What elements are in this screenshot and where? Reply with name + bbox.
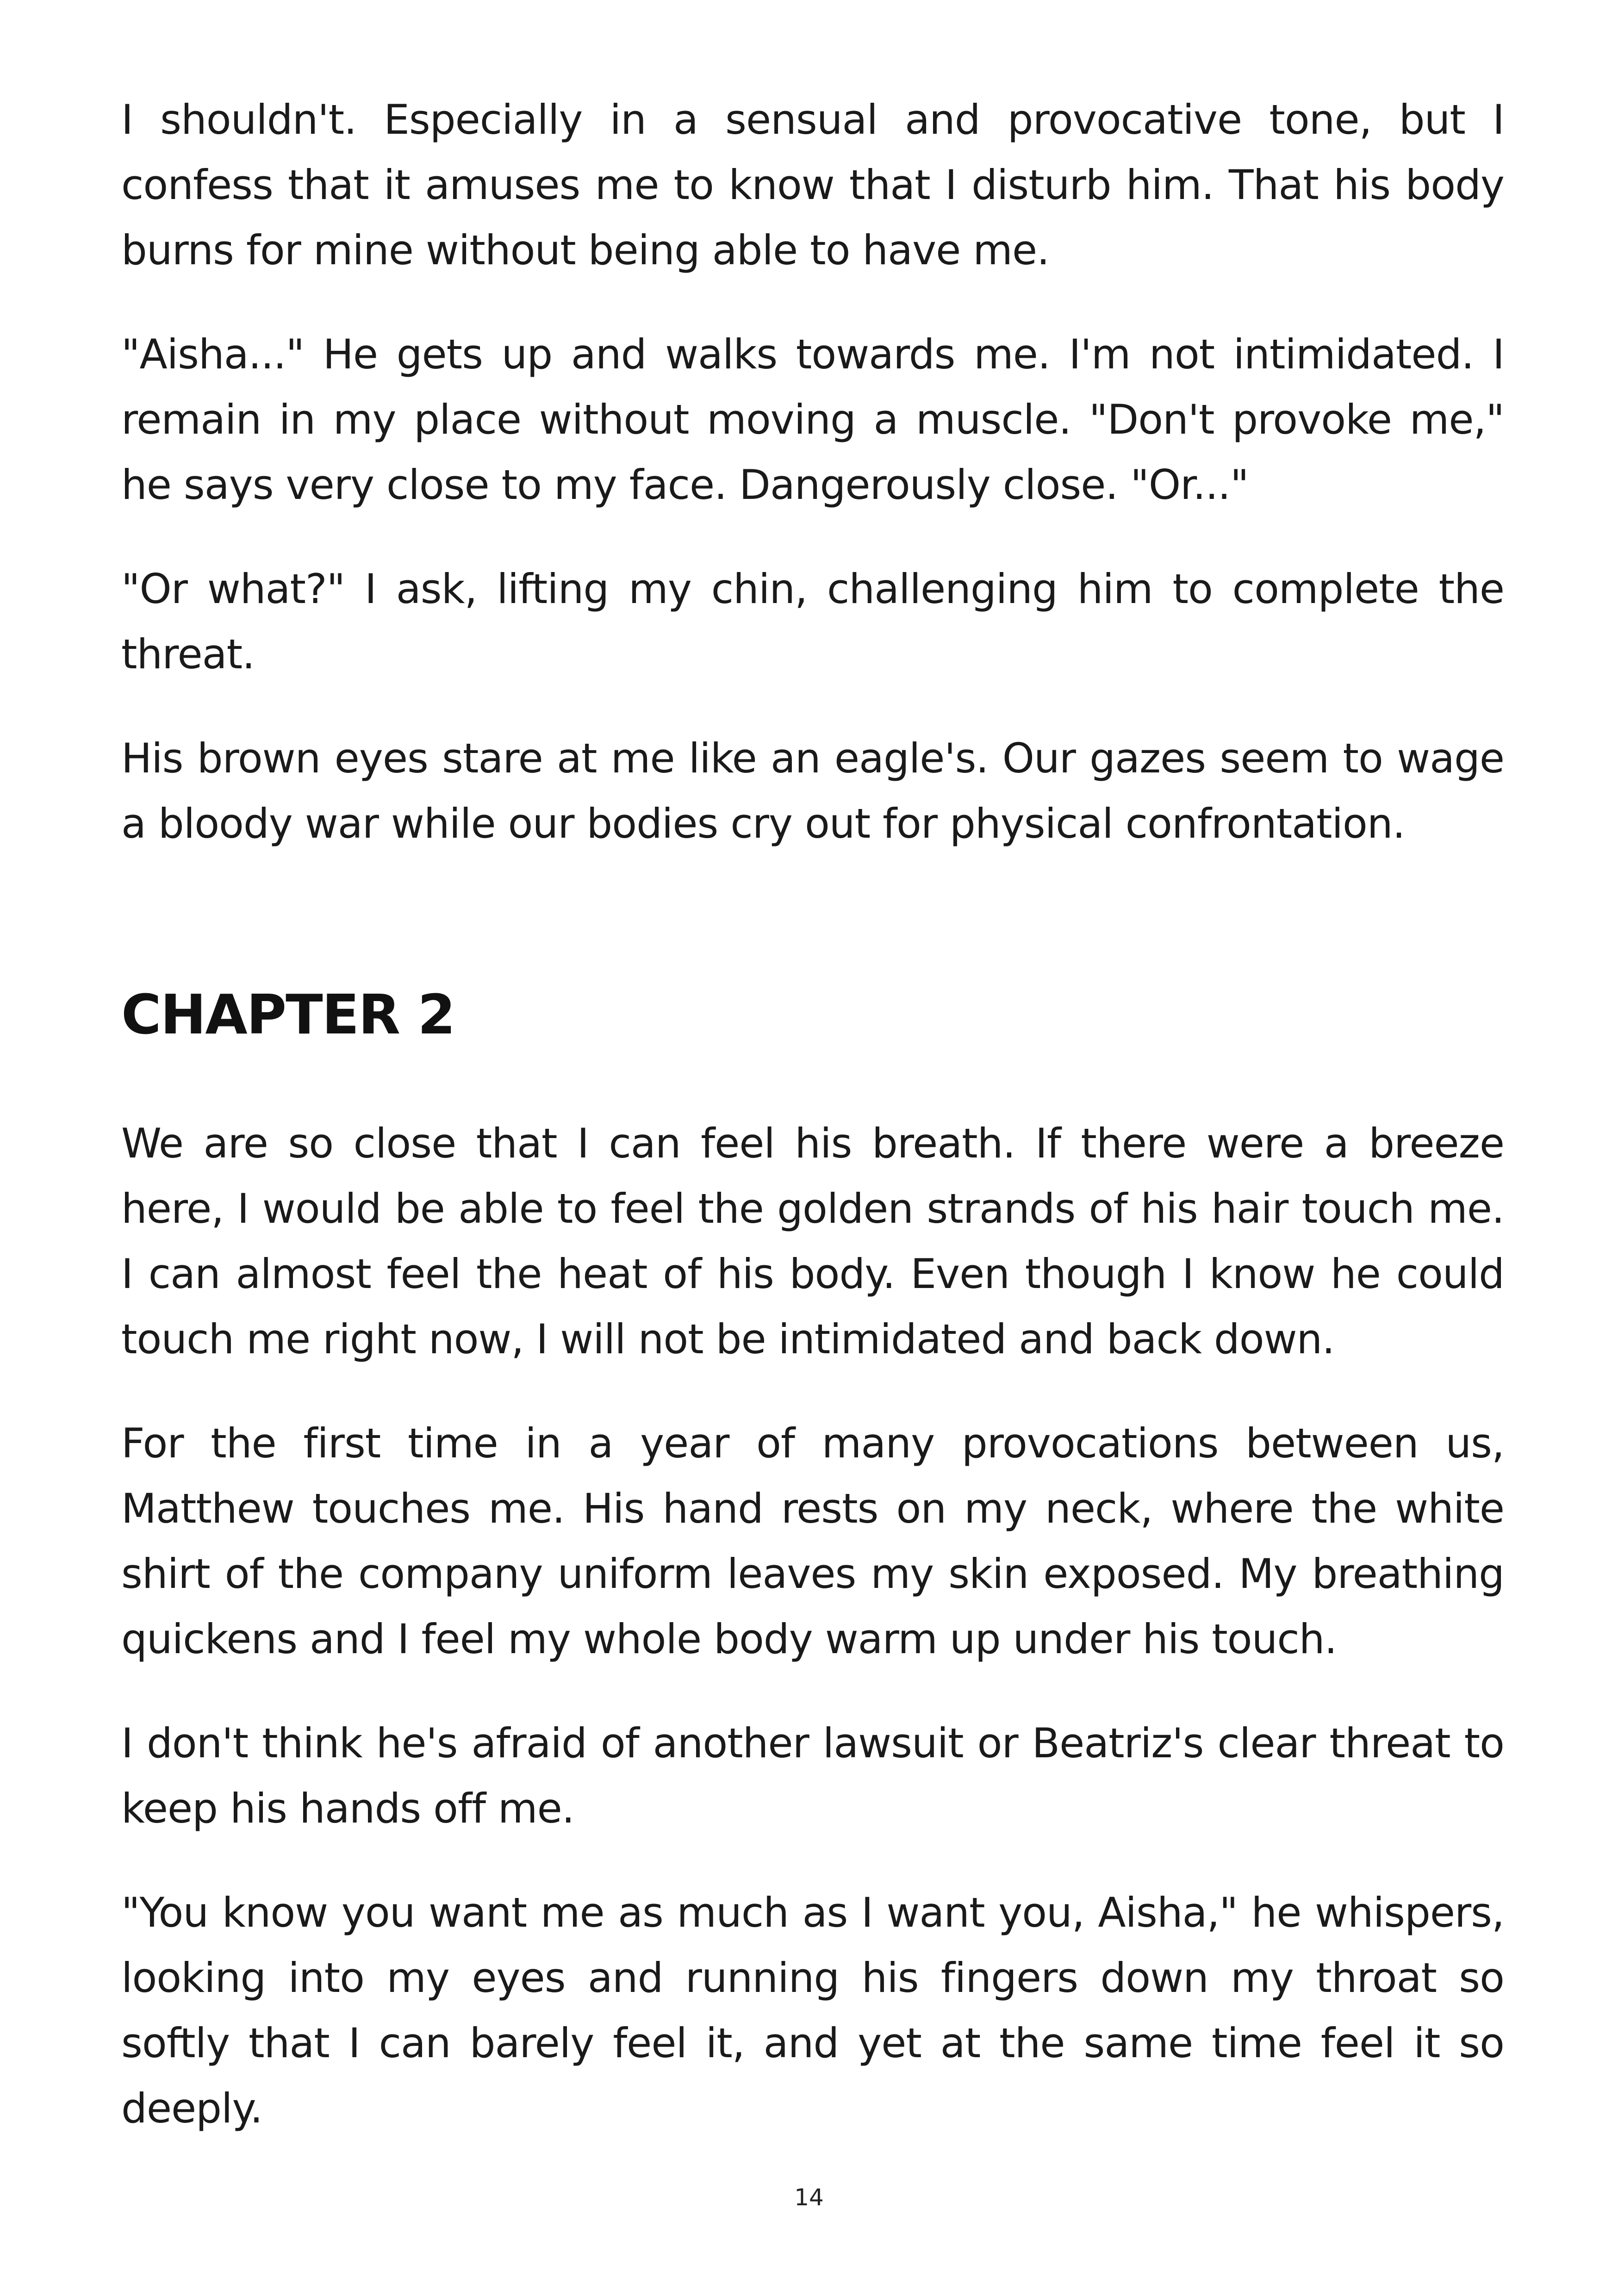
paragraph: His brown eyes stare at me like an eagle's. Our gazes seem to wage a bloody war while our bodies cry out for physical confrontation. (121, 734, 1504, 847)
paragraph: I don't think he's afraid of another lawsuit or Beatriz's clear threat to keep his hands off me. (121, 1719, 1504, 1832)
paragraph: "Aisha..." He gets up and walks towards me. I'm not intimidated. I remain in my place without moving a muscle. "Don't provoke me," he says very close to my face. Dangerously close. "Or..." (121, 330, 1504, 509)
chapter-heading: CHAPTER 2 (121, 983, 455, 1046)
paragraph: "You know you want me as much as I want you, Aisha," he whispers, looking into my eyes and running his fingers down my throat so softly that I can barely feel it, and yet at the same time feel it so deeply. (121, 1889, 1504, 2132)
paragraph: For the first time in a year of many provocations between us, Matthew touches me. His hand rests on my neck, where the white shirt of the company uniform leaves my skin exposed. My breathing quickens and I feel my whole body warm up under his touch. (121, 1419, 1504, 1663)
page-number: 14 (794, 2184, 824, 2211)
paragraph: "Or what?" I ask, lifting my chin, challenging him to complete the threat. (121, 565, 1504, 678)
page-body (121, 87, 1504, 2180)
paragraph: I shouldn't. Especially in a sensual and provocative tone, but I confess that it amuses me to know that I disturb him. That his body burns for mine without being able to have me. (121, 96, 1504, 274)
paragraph: We are so close that I can feel his breath. If there were a breeze here, I would be able to feel the golden strands of his hair touch me. I can almost feel the heat of his body. Even though I know he could touch me right now, I will not be intimidated and back down. (121, 1120, 1504, 1363)
